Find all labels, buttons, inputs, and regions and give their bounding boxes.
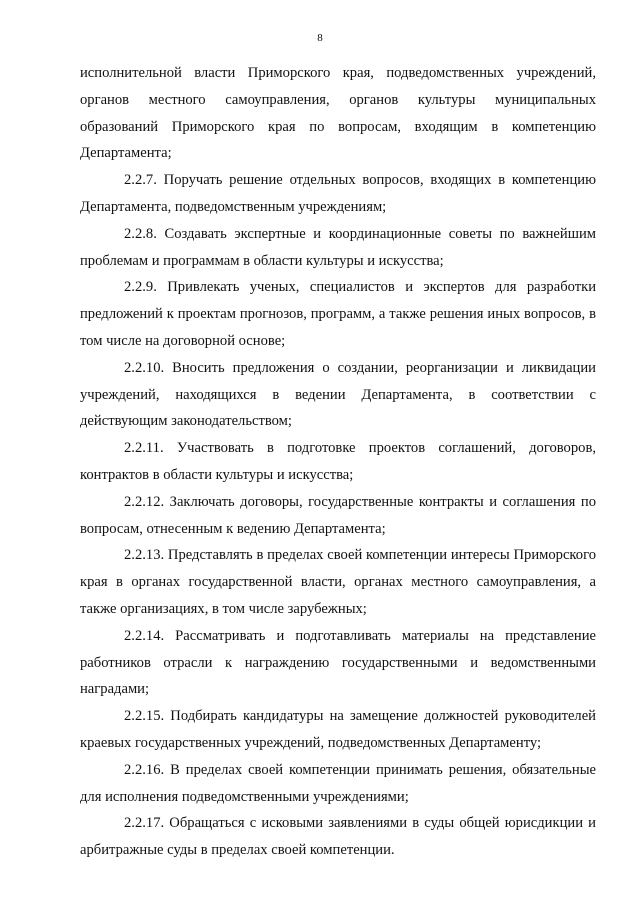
paragraph-2-2-12: 2.2.12. Заключать договоры, государственные контракты и соглашения по вопросам, отнесенным к ведению Департамента; <box>80 493 596 537</box>
paragraph-continuation: исполнительной власти Приморского края, подведомственных учреждений, органов местного самоуправления, органов культуры муниципальных образований Приморского края по вопросам, входящим в компетенцию Департамента; <box>80 65 596 162</box>
page-number: 8 <box>317 32 323 44</box>
paragraph-2-2-7: 2.2.7. Поручать решение отдельных вопросов, входящих в компетенцию Департамента, подведомственным учреждениям; <box>80 172 596 215</box>
paragraph-2-2-11: 2.2.11. Участвовать в подготовке проектов соглашений, договоров, контрактов в области культуры и искусства; <box>80 440 596 483</box>
paragraph-2-2-9: 2.2.9. Привлекать ученых, специалистов и экспертов для разработки предложений к проектам прогнозов, программ, а также решения иных вопросов, в том числе на договорной основе; <box>80 279 596 349</box>
paragraph-2-2-16: 2.2.16. В пределах своей компетенции принимать решения, обязательные для исполнения подведомственными учреждениями; <box>80 761 596 805</box>
paragraph-2-2-8: 2.2.8. Создавать экспертные и координационные советы по важнейшим проблемам и программам в области культуры и искусства; <box>80 225 596 269</box>
paragraph-2-2-14: 2.2.14. Рассматривать и подготавливать материалы на представление работников отрасли к награждению государственными и ведомственными наградами; <box>80 627 596 698</box>
paragraph-2-2-15: 2.2.15. Подбирать кандидатуры на замещение должностей руководителей краевых государственных учреждений, подведомственных Департаменту; <box>80 708 596 751</box>
paragraph-2-2-17: 2.2.17. Обращаться с исковыми заявлениями в суды общей юрисдикции и арбитражные суды в пределах своей компетенции. <box>80 815 596 859</box>
document-body <box>80 60 596 864</box>
paragraph-2-2-10: 2.2.10. Вносить предложения о создании, реорганизации и ликвидации учреждений, находящихся в ведении Департамента, в соответствии с действующим законодательством; <box>80 359 596 430</box>
paragraph-2-2-13: 2.2.13. Представлять в пределах своей компетенции интересы Приморского края в органах государственной власти, органах местного самоуправления, а также организациях, в том числе зарубежных; <box>80 547 596 617</box>
